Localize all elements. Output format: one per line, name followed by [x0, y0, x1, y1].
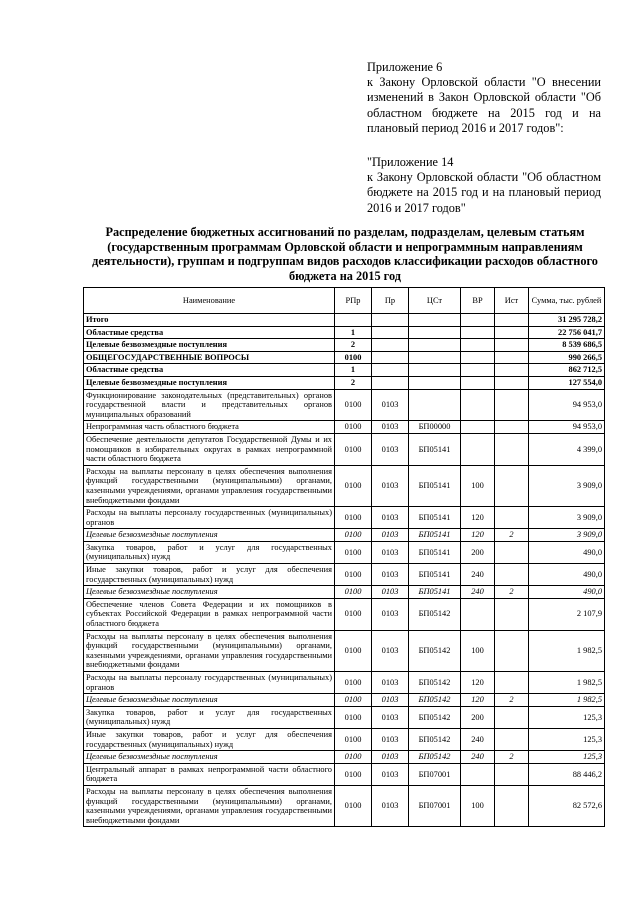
cell-name: Целевые безвозмездные поступления	[84, 751, 335, 764]
header-cst: ЦСт	[409, 288, 461, 314]
cell-ist	[495, 598, 529, 630]
cell-name: Целевые безвозмездные поступления	[84, 694, 335, 707]
table-row	[84, 364, 605, 377]
table-row	[84, 529, 605, 542]
cell-sum: 125,3	[529, 751, 605, 764]
cell-cst: БП05141	[409, 586, 461, 599]
cell-vr: 120	[461, 672, 495, 694]
cell-pr	[372, 376, 409, 389]
cell-rpr: 0100	[335, 351, 372, 364]
appendix-14-header	[367, 155, 601, 216]
cell-rpr: 0100	[335, 541, 372, 563]
header-vr: ВР	[461, 288, 495, 314]
cell-vr: 240	[461, 751, 495, 764]
cell-name: Обеспечение членов Совета Федерации и их помощников в субъектах Российской Федерации в рамках непрограммной части областного бюджета	[84, 598, 335, 630]
cell-rpr: 0100	[335, 389, 372, 421]
cell-pr: 0103	[372, 433, 409, 465]
table-row	[84, 751, 605, 764]
table-row	[84, 564, 605, 586]
cell-sum: 3 909,0	[529, 465, 605, 506]
cell-cst: БП05141	[409, 564, 461, 586]
cell-vr: 200	[461, 706, 495, 728]
cell-rpr: 0100	[335, 507, 372, 529]
header-rpr: РПр	[335, 288, 372, 314]
cell-rpr: 1	[335, 364, 372, 377]
cell-name: Закупка товаров, работ и услуг для государственных (муниципальных) нужд	[84, 541, 335, 563]
cell-sum: 94 953,0	[529, 389, 605, 421]
cell-ist	[495, 507, 529, 529]
cell-name: Областные средства	[84, 326, 335, 339]
cell-cst: БП05141	[409, 529, 461, 542]
table-row	[84, 339, 605, 352]
cell-pr: 0103	[372, 728, 409, 750]
cell-name: Расходы на выплаты персоналу государственных (муниципальных) органов	[84, 507, 335, 529]
cell-ist	[495, 389, 529, 421]
cell-ist: 2	[495, 529, 529, 542]
cell-rpr: 0100	[335, 728, 372, 750]
cell-sum: 31 295 728,2	[529, 314, 605, 327]
cell-sum: 22 756 041,7	[529, 326, 605, 339]
table-row	[84, 630, 605, 671]
table-row	[84, 541, 605, 563]
cell-pr: 0103	[372, 672, 409, 694]
cell-pr	[372, 351, 409, 364]
table-row	[84, 421, 605, 434]
appendix-6-header	[367, 60, 601, 136]
cell-sum: 862 712,5	[529, 364, 605, 377]
cell-ist	[495, 728, 529, 750]
cell-pr: 0103	[372, 541, 409, 563]
cell-ist: 2	[495, 751, 529, 764]
table-row	[84, 598, 605, 630]
cell-sum: 82 572,6	[529, 785, 605, 826]
cell-cst	[409, 364, 461, 377]
cell-sum: 94 953,0	[529, 421, 605, 434]
table-row	[84, 507, 605, 529]
cell-rpr: 2	[335, 339, 372, 352]
cell-sum: 4 399,0	[529, 433, 605, 465]
table-row	[84, 376, 605, 389]
cell-cst	[409, 314, 461, 327]
cell-name: Расходы на выплаты персоналу государственных (муниципальных) органов	[84, 672, 335, 694]
cell-vr	[461, 389, 495, 421]
table-row	[84, 389, 605, 421]
cell-name: Закупка товаров, работ и услуг для государственных (муниципальных) нужд	[84, 706, 335, 728]
cell-rpr: 0100	[335, 465, 372, 506]
cell-rpr: 0100	[335, 586, 372, 599]
cell-pr: 0103	[372, 529, 409, 542]
cell-vr	[461, 763, 495, 785]
cell-vr	[461, 376, 495, 389]
cell-pr	[372, 326, 409, 339]
cell-pr: 0103	[372, 630, 409, 671]
table-row	[84, 351, 605, 364]
cell-pr	[372, 339, 409, 352]
cell-ist	[495, 564, 529, 586]
cell-rpr: 0100	[335, 421, 372, 434]
cell-vr	[461, 351, 495, 364]
cell-rpr: 0100	[335, 694, 372, 707]
cell-ist	[495, 339, 529, 352]
cell-sum: 8 539 686,5	[529, 339, 605, 352]
cell-cst: БП05142	[409, 598, 461, 630]
cell-cst: БП05142	[409, 694, 461, 707]
cell-sum: 88 446,2	[529, 763, 605, 785]
cell-vr	[461, 314, 495, 327]
budget-table	[83, 287, 605, 827]
cell-ist	[495, 763, 529, 785]
cell-pr: 0103	[372, 706, 409, 728]
cell-pr: 0103	[372, 507, 409, 529]
cell-vr	[461, 598, 495, 630]
table-row	[84, 433, 605, 465]
appendix-14-line-1: "Приложение 14	[367, 155, 454, 169]
cell-vr	[461, 326, 495, 339]
cell-vr: 240	[461, 728, 495, 750]
cell-ist	[495, 376, 529, 389]
appendix-14-line-2: к Закону Орловской области "Об областном бюджете на 2015 год и на плановый период 2016 и 2017 годов"	[367, 170, 601, 215]
cell-pr: 0103	[372, 586, 409, 599]
table-row	[84, 785, 605, 826]
cell-cst: БП05141	[409, 507, 461, 529]
cell-sum: 1 982,5	[529, 672, 605, 694]
cell-pr: 0103	[372, 564, 409, 586]
table-row	[84, 314, 605, 327]
cell-rpr	[335, 314, 372, 327]
cell-cst: БП05142	[409, 751, 461, 764]
cell-cst: БП07001	[409, 763, 461, 785]
cell-cst: БП05141	[409, 465, 461, 506]
cell-vr: 100	[461, 630, 495, 671]
header-pr: Пр	[372, 288, 409, 314]
cell-ist	[495, 672, 529, 694]
table-row	[84, 763, 605, 785]
cell-rpr: 0100	[335, 763, 372, 785]
cell-vr: 100	[461, 465, 495, 506]
cell-vr: 240	[461, 586, 495, 599]
cell-pr	[372, 364, 409, 377]
cell-cst: БП05142	[409, 672, 461, 694]
cell-name: Областные средства	[84, 364, 335, 377]
cell-ist	[495, 326, 529, 339]
cell-cst: БП07001	[409, 785, 461, 826]
cell-cst	[409, 376, 461, 389]
cell-name: Непрограммная часть областного бюджета	[84, 421, 335, 434]
cell-vr: 120	[461, 507, 495, 529]
cell-vr: 100	[461, 785, 495, 826]
cell-sum: 490,0	[529, 564, 605, 586]
cell-name: Расходы на выплаты персоналу в целях обеспечения выполнения функций государственными (муниципальными) органами, казенными учреждениями, органами управления государственными внебюджетными фондами	[84, 465, 335, 506]
cell-name: Обеспечение деятельности депутатов Государственной Думы и их помощников в избирательных округах в рамках непрограммной части областного бюджета	[84, 433, 335, 465]
cell-ist	[495, 314, 529, 327]
cell-cst: БП05141	[409, 433, 461, 465]
cell-ist	[495, 706, 529, 728]
cell-rpr: 0100	[335, 529, 372, 542]
cell-sum: 2 107,9	[529, 598, 605, 630]
cell-pr: 0103	[372, 421, 409, 434]
cell-name: ОБЩЕГОСУДАРСТВЕННЫЕ ВОПРОСЫ	[84, 351, 335, 364]
table-row	[84, 694, 605, 707]
cell-name: Целевые безвозмездные поступления	[84, 586, 335, 599]
cell-rpr: 0100	[335, 785, 372, 826]
cell-cst: БП00000	[409, 421, 461, 434]
document-title: Распределение бюджетных ассигнований по разделам, подразделам, целевым статьям (государственным программам Орловской области и непрограммным направлениям деятельности), группам и подгруппам видов расходов классификации расходов областного бюджета на 2015 год	[92, 225, 598, 283]
cell-name: Функционирование законодательных (представительных) органов государственной власти и представительных органов муниципальных образований	[84, 389, 335, 421]
cell-vr: 120	[461, 529, 495, 542]
cell-cst: БП05141	[409, 541, 461, 563]
cell-vr: 240	[461, 564, 495, 586]
header-ist: Ист	[495, 288, 529, 314]
table-row	[84, 728, 605, 750]
cell-pr: 0103	[372, 389, 409, 421]
cell-pr: 0103	[372, 465, 409, 506]
header-sum: Сумма, тыс. рублей	[529, 288, 605, 314]
cell-vr	[461, 433, 495, 465]
cell-sum: 125,3	[529, 706, 605, 728]
cell-ist	[495, 351, 529, 364]
appendix-6-line-2: к Закону Орловской области "О внесении изменений в Закон Орловской области "Об областном бюджете на 2015 год и на плановый период 2016 и 2017 годов":	[367, 75, 601, 135]
cell-vr	[461, 421, 495, 434]
cell-sum: 125,3	[529, 728, 605, 750]
cell-rpr: 0100	[335, 751, 372, 764]
cell-pr: 0103	[372, 751, 409, 764]
cell-name: Целевые безвозмездные поступления	[84, 339, 335, 352]
table-row	[84, 672, 605, 694]
cell-cst: БП05142	[409, 706, 461, 728]
cell-rpr: 0100	[335, 706, 372, 728]
table-header-row	[84, 288, 605, 314]
cell-rpr: 0100	[335, 598, 372, 630]
table-row	[84, 706, 605, 728]
cell-ist: 2	[495, 694, 529, 707]
cell-rpr: 0100	[335, 630, 372, 671]
cell-rpr: 0100	[335, 433, 372, 465]
cell-vr: 200	[461, 541, 495, 563]
cell-cst	[409, 389, 461, 421]
cell-cst: БП05142	[409, 728, 461, 750]
cell-vr	[461, 364, 495, 377]
cell-name: Иные закупки товаров, работ и услуг для обеспечения государственных (муниципальных) нужд	[84, 728, 335, 750]
cell-name: Иные закупки товаров, работ и услуг для обеспечения государственных (муниципальных) нужд	[84, 564, 335, 586]
cell-pr	[372, 314, 409, 327]
cell-sum: 127 554,0	[529, 376, 605, 389]
appendix-6-line-1: Приложение 6	[367, 60, 443, 74]
cell-ist	[495, 630, 529, 671]
table-row	[84, 465, 605, 506]
cell-ist	[495, 421, 529, 434]
cell-cst	[409, 339, 461, 352]
cell-rpr: 0100	[335, 672, 372, 694]
cell-name: Расходы на выплаты персоналу в целях обеспечения выполнения функций государственными (муниципальными) органами, казенными учреждениями, органами управления государственными внебюджетными фондами	[84, 785, 335, 826]
cell-pr: 0103	[372, 785, 409, 826]
cell-sum: 1 982,5	[529, 694, 605, 707]
cell-sum: 3 909,0	[529, 529, 605, 542]
cell-ist	[495, 433, 529, 465]
cell-name: Целевые безвозмездные поступления	[84, 376, 335, 389]
cell-sum: 1 982,5	[529, 630, 605, 671]
cell-cst	[409, 326, 461, 339]
cell-ist	[495, 785, 529, 826]
cell-name: Итого	[84, 314, 335, 327]
header-name: Наименование	[84, 288, 335, 314]
cell-ist	[495, 541, 529, 563]
cell-sum: 3 909,0	[529, 507, 605, 529]
cell-rpr: 0100	[335, 564, 372, 586]
table-row	[84, 586, 605, 599]
cell-cst: БП05142	[409, 630, 461, 671]
cell-pr: 0103	[372, 598, 409, 630]
cell-name: Центральный аппарат в рамках непрограммной части областного бюджета	[84, 763, 335, 785]
cell-name: Расходы на выплаты персоналу в целях обеспечения выполнения функций государственными (муниципальными) органами, казенными учреждениями, органами управления государственными внебюджетными фондами	[84, 630, 335, 671]
cell-ist: 2	[495, 586, 529, 599]
cell-sum: 990 266,5	[529, 351, 605, 364]
cell-sum: 490,0	[529, 541, 605, 563]
cell-rpr: 2	[335, 376, 372, 389]
table-row	[84, 326, 605, 339]
cell-cst	[409, 351, 461, 364]
cell-name: Целевые безвозмездные поступления	[84, 529, 335, 542]
cell-sum: 490,0	[529, 586, 605, 599]
cell-vr	[461, 339, 495, 352]
cell-rpr: 1	[335, 326, 372, 339]
cell-pr: 0103	[372, 694, 409, 707]
cell-vr: 120	[461, 694, 495, 707]
cell-ist	[495, 465, 529, 506]
table-body	[84, 314, 605, 827]
cell-ist	[495, 364, 529, 377]
cell-pr: 0103	[372, 763, 409, 785]
